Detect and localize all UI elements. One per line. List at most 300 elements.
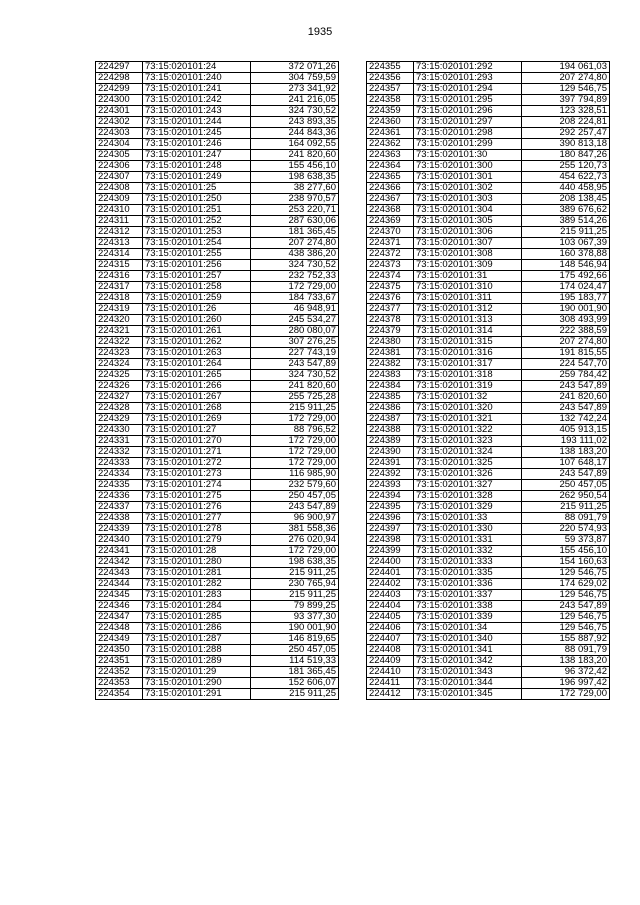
table-row bbox=[96, 480, 339, 491]
table-row bbox=[367, 590, 610, 601]
cadastral-value: 155 456,10 bbox=[522, 546, 610, 557]
cadastral-value: 250 457,05 bbox=[251, 491, 339, 502]
table-row bbox=[96, 161, 339, 172]
cadastral-value: 255 725,28 bbox=[251, 392, 339, 403]
row-number: 224344 bbox=[96, 579, 143, 590]
cadastral-number: 73:15:020101:261 bbox=[143, 326, 251, 337]
row-number: 224367 bbox=[367, 194, 414, 205]
table-row bbox=[96, 194, 339, 205]
cadastral-value: 232 579,60 bbox=[251, 480, 339, 491]
table-row bbox=[96, 260, 339, 271]
cadastral-number: 73:15:020101:294 bbox=[414, 84, 522, 95]
table-row bbox=[96, 546, 339, 557]
row-number: 224332 bbox=[96, 447, 143, 458]
cadastral-number: 73:15:020101:324 bbox=[414, 447, 522, 458]
table-row bbox=[367, 524, 610, 535]
cadastral-value: 243 547,89 bbox=[522, 403, 610, 414]
row-number: 224395 bbox=[367, 502, 414, 513]
cadastral-value: 238 970,57 bbox=[251, 194, 339, 205]
cadastral-value: 129 546,75 bbox=[522, 84, 610, 95]
row-number: 224357 bbox=[367, 84, 414, 95]
cadastral-value: 116 985,90 bbox=[251, 469, 339, 480]
table-row bbox=[367, 469, 610, 480]
table-row bbox=[96, 524, 339, 535]
table-row bbox=[96, 216, 339, 227]
row-number: 224368 bbox=[367, 205, 414, 216]
cadastral-value: 222 388,59 bbox=[522, 326, 610, 337]
row-number: 224315 bbox=[96, 260, 143, 271]
cadastral-number: 73:15:020101:344 bbox=[414, 678, 522, 689]
table-row bbox=[96, 381, 339, 392]
table-row bbox=[96, 535, 339, 546]
row-number: 224409 bbox=[367, 656, 414, 667]
cadastral-value: 164 092,55 bbox=[251, 139, 339, 150]
table-row bbox=[96, 458, 339, 469]
cadastral-value: 287 630,06 bbox=[251, 216, 339, 227]
cadastral-value: 172 729,00 bbox=[251, 282, 339, 293]
table-row bbox=[96, 117, 339, 128]
table-row bbox=[96, 172, 339, 183]
cadastral-value: 243 547,89 bbox=[522, 381, 610, 392]
cadastral-value: 224 547,70 bbox=[522, 359, 610, 370]
row-number: 224300 bbox=[96, 95, 143, 106]
row-number: 224327 bbox=[96, 392, 143, 403]
row-number: 224309 bbox=[96, 194, 143, 205]
table-row bbox=[367, 227, 610, 238]
cadastral-number: 73:15:020101:332 bbox=[414, 546, 522, 557]
row-number: 224387 bbox=[367, 414, 414, 425]
table-row bbox=[367, 315, 610, 326]
cadastral-number: 73:15:020101:320 bbox=[414, 403, 522, 414]
table-row bbox=[96, 414, 339, 425]
cadastral-number: 73:15:020101:282 bbox=[143, 579, 251, 590]
cadastral-number: 73:15:020101:341 bbox=[414, 645, 522, 656]
row-number: 224348 bbox=[96, 623, 143, 634]
cadastral-value: 123 328,51 bbox=[522, 106, 610, 117]
table-row bbox=[96, 645, 339, 656]
cadastral-number: 73:15:020101:268 bbox=[143, 403, 251, 414]
row-number: 224404 bbox=[367, 601, 414, 612]
table-row bbox=[96, 238, 339, 249]
cadastral-value: 195 183,77 bbox=[522, 293, 610, 304]
cadastral-value: 397 794,89 bbox=[522, 95, 610, 106]
cadastral-value: 96 372,42 bbox=[522, 667, 610, 678]
row-number: 224369 bbox=[367, 216, 414, 227]
cadastral-value: 190 001,90 bbox=[522, 304, 610, 315]
cadastral-number: 73:15:020101:279 bbox=[143, 535, 251, 546]
row-number: 224400 bbox=[367, 557, 414, 568]
cadastral-number: 73:15:020101:271 bbox=[143, 447, 251, 458]
row-number: 224391 bbox=[367, 458, 414, 469]
cadastral-number: 73:15:020101:331 bbox=[414, 535, 522, 546]
cadastral-value: 308 493,99 bbox=[522, 315, 610, 326]
cadastral-number: 73:15:020101:289 bbox=[143, 656, 251, 667]
row-number: 224305 bbox=[96, 150, 143, 161]
row-number: 224405 bbox=[367, 612, 414, 623]
table-row bbox=[367, 139, 610, 150]
cadastral-number: 73:15:020101:306 bbox=[414, 227, 522, 238]
cadastral-value: 230 765,94 bbox=[251, 579, 339, 590]
table-row bbox=[96, 205, 339, 216]
row-number: 224373 bbox=[367, 260, 414, 271]
row-number: 224392 bbox=[367, 469, 414, 480]
row-number: 224377 bbox=[367, 304, 414, 315]
table-row bbox=[96, 425, 339, 436]
cadastral-value: 172 729,00 bbox=[251, 458, 339, 469]
cadastral-value: 107 648,17 bbox=[522, 458, 610, 469]
row-number: 224346 bbox=[96, 601, 143, 612]
cadastral-value: 208 224,81 bbox=[522, 117, 610, 128]
cadastral-number: 73:15:020101:285 bbox=[143, 612, 251, 623]
cadastral-number: 73:15:020101:291 bbox=[143, 689, 251, 700]
table-row bbox=[367, 106, 610, 117]
cadastral-number: 73:15:020101:314 bbox=[414, 326, 522, 337]
cadastral-number: 73:15:020101:280 bbox=[143, 557, 251, 568]
cadastral-number: 73:15:020101:339 bbox=[414, 612, 522, 623]
row-number: 224306 bbox=[96, 161, 143, 172]
cadastral-number: 73:15:020101:325 bbox=[414, 458, 522, 469]
table-row bbox=[367, 348, 610, 359]
table-row bbox=[367, 150, 610, 161]
table-row bbox=[367, 194, 610, 205]
table-row bbox=[367, 458, 610, 469]
cadastral-value: 129 546,75 bbox=[522, 568, 610, 579]
cadastral-value: 244 843,36 bbox=[251, 128, 339, 139]
cadastral-number: 73:15:020101:321 bbox=[414, 414, 522, 425]
row-number: 224322 bbox=[96, 337, 143, 348]
cadastral-number: 73:15:020101:308 bbox=[414, 249, 522, 260]
table-row bbox=[367, 359, 610, 370]
table-row bbox=[367, 73, 610, 84]
cadastral-number: 73:15:020101:288 bbox=[143, 645, 251, 656]
cadastral-value: 193 111,02 bbox=[522, 436, 610, 447]
table-row bbox=[367, 326, 610, 337]
row-number: 224398 bbox=[367, 535, 414, 546]
row-number: 224321 bbox=[96, 326, 143, 337]
cadastral-number: 73:15:020101:31 bbox=[414, 271, 522, 282]
table-row bbox=[96, 227, 339, 238]
cadastral-value: 181 365,45 bbox=[251, 227, 339, 238]
table-row bbox=[96, 249, 339, 260]
cadastral-value: 243 547,89 bbox=[251, 502, 339, 513]
table-row bbox=[96, 128, 339, 139]
table-row bbox=[96, 62, 339, 73]
row-number: 224378 bbox=[367, 315, 414, 326]
cadastral-number: 73:15:020101:312 bbox=[414, 304, 522, 315]
cadastral-value: 241 820,60 bbox=[251, 150, 339, 161]
cadastral-number: 73:15:020101:298 bbox=[414, 128, 522, 139]
table-row bbox=[96, 656, 339, 667]
row-number: 224411 bbox=[367, 678, 414, 689]
cadastral-number: 73:15:020101:338 bbox=[414, 601, 522, 612]
cadastral-number: 73:15:020101:292 bbox=[414, 62, 522, 73]
table-row bbox=[96, 612, 339, 623]
cadastral-value: 454 622,73 bbox=[522, 172, 610, 183]
cadastral-number: 73:15:020101:263 bbox=[143, 348, 251, 359]
cadastral-number: 73:15:020101:243 bbox=[143, 106, 251, 117]
cadastral-value: 138 183,20 bbox=[522, 447, 610, 458]
cadastral-number: 73:15:020101:330 bbox=[414, 524, 522, 535]
table-row bbox=[96, 282, 339, 293]
row-number: 224399 bbox=[367, 546, 414, 557]
row-number: 224339 bbox=[96, 524, 143, 535]
cadastral-value: 88 091,79 bbox=[522, 645, 610, 656]
table-row bbox=[96, 436, 339, 447]
table-row bbox=[96, 183, 339, 194]
table-row bbox=[367, 370, 610, 381]
cadastral-value: 324 730,52 bbox=[251, 370, 339, 381]
cadastral-number: 73:15:020101:342 bbox=[414, 656, 522, 667]
cadastral-value: 372 071,26 bbox=[251, 62, 339, 73]
row-number: 224382 bbox=[367, 359, 414, 370]
table-row bbox=[367, 502, 610, 513]
table-row bbox=[96, 150, 339, 161]
row-number: 224406 bbox=[367, 623, 414, 634]
cadastral-number: 73:15:020101:299 bbox=[414, 139, 522, 150]
cadastral-number: 73:15:020101:304 bbox=[414, 205, 522, 216]
cadastral-value: 196 997,42 bbox=[522, 678, 610, 689]
table-row bbox=[96, 293, 339, 304]
cadastral-value: 307 276,25 bbox=[251, 337, 339, 348]
cadastral-number: 73:15:020101:276 bbox=[143, 502, 251, 513]
cadastral-number: 73:15:020101:265 bbox=[143, 370, 251, 381]
row-number: 224336 bbox=[96, 491, 143, 502]
cadastral-number: 73:15:020101:273 bbox=[143, 469, 251, 480]
cadastral-number: 73:15:020101:333 bbox=[414, 557, 522, 568]
cadastral-value: 273 341,92 bbox=[251, 84, 339, 95]
cadastral-value: 241 216,05 bbox=[251, 95, 339, 106]
table-row bbox=[96, 392, 339, 403]
table-row bbox=[367, 381, 610, 392]
cadastral-value: 198 638,35 bbox=[251, 172, 339, 183]
cadastral-value: 172 729,00 bbox=[251, 436, 339, 447]
row-number: 224345 bbox=[96, 590, 143, 601]
cadastral-number: 73:15:020101:30 bbox=[414, 150, 522, 161]
table-row bbox=[96, 491, 339, 502]
row-number: 224359 bbox=[367, 106, 414, 117]
row-number: 224303 bbox=[96, 128, 143, 139]
row-number: 224412 bbox=[367, 689, 414, 700]
cadastral-value: 155 456,10 bbox=[251, 161, 339, 172]
cadastral-number: 73:15:020101:277 bbox=[143, 513, 251, 524]
row-number: 224393 bbox=[367, 480, 414, 491]
row-number: 224349 bbox=[96, 634, 143, 645]
cadastral-value: 220 574,93 bbox=[522, 524, 610, 535]
cadastral-number: 73:15:020101:302 bbox=[414, 183, 522, 194]
cadastral-number: 73:15:020101:286 bbox=[143, 623, 251, 634]
cadastral-number: 73:15:020101:256 bbox=[143, 260, 251, 271]
cadastral-number: 73:15:020101:345 bbox=[414, 689, 522, 700]
cadastral-number: 73:15:020101:244 bbox=[143, 117, 251, 128]
cadastral-number: 73:15:020101:28 bbox=[143, 546, 251, 557]
cadastral-number: 73:15:020101:262 bbox=[143, 337, 251, 348]
row-number: 224335 bbox=[96, 480, 143, 491]
cadastral-value: 245 534,27 bbox=[251, 315, 339, 326]
cadastral-value: 207 274,80 bbox=[522, 73, 610, 84]
cadastral-number: 73:15:020101:327 bbox=[414, 480, 522, 491]
cadastral-number: 73:15:020101:310 bbox=[414, 282, 522, 293]
cadastral-number: 73:15:020101:328 bbox=[414, 491, 522, 502]
cadastral-number: 73:15:020101:326 bbox=[414, 469, 522, 480]
row-number: 224298 bbox=[96, 73, 143, 84]
row-number: 224341 bbox=[96, 546, 143, 557]
row-number: 224408 bbox=[367, 645, 414, 656]
table-row bbox=[367, 491, 610, 502]
table-row bbox=[367, 161, 610, 172]
table-row bbox=[96, 667, 339, 678]
table-row bbox=[367, 645, 610, 656]
cadastral-value: 148 546,94 bbox=[522, 260, 610, 271]
cadastral-value: 207 274,80 bbox=[522, 337, 610, 348]
cadastral-value: 129 546,75 bbox=[522, 623, 610, 634]
cadastral-value: 324 730,52 bbox=[251, 106, 339, 117]
table-row bbox=[367, 689, 610, 700]
table-row bbox=[367, 117, 610, 128]
row-number: 224334 bbox=[96, 469, 143, 480]
cadastral-number: 73:15:020101:274 bbox=[143, 480, 251, 491]
row-number: 224351 bbox=[96, 656, 143, 667]
row-number: 224347 bbox=[96, 612, 143, 623]
row-number: 224297 bbox=[96, 62, 143, 73]
cadastral-value: 103 067,39 bbox=[522, 238, 610, 249]
cadastral-number: 73:15:020101:287 bbox=[143, 634, 251, 645]
cadastral-number: 73:15:020101:281 bbox=[143, 568, 251, 579]
row-number: 224390 bbox=[367, 447, 414, 458]
cadastral-number: 73:15:020101:284 bbox=[143, 601, 251, 612]
cadastral-value: 207 274,80 bbox=[251, 238, 339, 249]
row-number: 224318 bbox=[96, 293, 143, 304]
row-number: 224308 bbox=[96, 183, 143, 194]
cadastral-value: 129 546,75 bbox=[522, 612, 610, 623]
row-number: 224304 bbox=[96, 139, 143, 150]
row-number: 224401 bbox=[367, 568, 414, 579]
cadastral-value: 232 752,33 bbox=[251, 271, 339, 282]
row-number: 224361 bbox=[367, 128, 414, 139]
table-row bbox=[367, 216, 610, 227]
table-row bbox=[367, 293, 610, 304]
row-number: 224299 bbox=[96, 84, 143, 95]
cadastral-value: 146 819,65 bbox=[251, 634, 339, 645]
cadastral-number: 73:15:020101:272 bbox=[143, 458, 251, 469]
cadastral-number: 73:15:020101:335 bbox=[414, 568, 522, 579]
cadastral-number: 73:15:020101:278 bbox=[143, 524, 251, 535]
cadastral-value: 215 911,25 bbox=[251, 689, 339, 700]
table-row bbox=[367, 634, 610, 645]
row-number: 224354 bbox=[96, 689, 143, 700]
cadastral-value: 152 606,07 bbox=[251, 678, 339, 689]
table-row bbox=[96, 315, 339, 326]
table-row bbox=[367, 535, 610, 546]
row-number: 224355 bbox=[367, 62, 414, 73]
cadastral-number: 73:15:020101:26 bbox=[143, 304, 251, 315]
row-number: 224376 bbox=[367, 293, 414, 304]
cadastral-number: 73:15:020101:337 bbox=[414, 590, 522, 601]
row-number: 224366 bbox=[367, 183, 414, 194]
table-row bbox=[367, 260, 610, 271]
cadastral-number: 73:15:020101:260 bbox=[143, 315, 251, 326]
table-row bbox=[367, 667, 610, 678]
cadastral-number: 73:15:020101:283 bbox=[143, 590, 251, 601]
cadastral-value: 304 759,59 bbox=[251, 73, 339, 84]
row-number: 224403 bbox=[367, 590, 414, 601]
row-number: 224394 bbox=[367, 491, 414, 502]
table-row bbox=[96, 348, 339, 359]
cadastral-number: 73:15:020101:293 bbox=[414, 73, 522, 84]
cadastral-number: 73:15:020101:311 bbox=[414, 293, 522, 304]
cadastral-value: 184 733,67 bbox=[251, 293, 339, 304]
cadastral-value: 160 378,88 bbox=[522, 249, 610, 260]
table-row bbox=[367, 612, 610, 623]
cadastral-number: 73:15:020101:32 bbox=[414, 392, 522, 403]
cadastral-value: 259 784,42 bbox=[522, 370, 610, 381]
row-number: 224386 bbox=[367, 403, 414, 414]
cadastral-value: 93 377,30 bbox=[251, 612, 339, 623]
table-row bbox=[367, 95, 610, 106]
cadastral-number: 73:15:020101:264 bbox=[143, 359, 251, 370]
cadastral-value: 389 514,26 bbox=[522, 216, 610, 227]
row-number: 224301 bbox=[96, 106, 143, 117]
cadastral-value: 46 948,91 bbox=[251, 304, 339, 315]
cadastral-number: 73:15:020101:266 bbox=[143, 381, 251, 392]
table-row bbox=[96, 557, 339, 568]
table-row bbox=[96, 84, 339, 95]
table-row bbox=[367, 436, 610, 447]
cadastral-number: 73:15:020101:267 bbox=[143, 392, 251, 403]
cadastral-value: 174 629,02 bbox=[522, 579, 610, 590]
table-row bbox=[96, 579, 339, 590]
row-number: 224375 bbox=[367, 282, 414, 293]
cadastral-number: 73:15:020101:275 bbox=[143, 491, 251, 502]
table-row bbox=[96, 513, 339, 524]
cadastral-number: 73:15:020101:253 bbox=[143, 227, 251, 238]
cadastral-value: 174 024,47 bbox=[522, 282, 610, 293]
row-number: 224326 bbox=[96, 381, 143, 392]
row-number: 224360 bbox=[367, 117, 414, 128]
cadastral-number: 73:15:020101:254 bbox=[143, 238, 251, 249]
table-row bbox=[96, 139, 339, 150]
cadastral-value: 276 020,94 bbox=[251, 535, 339, 546]
cadastral-value: 405 913,15 bbox=[522, 425, 610, 436]
row-number: 224331 bbox=[96, 436, 143, 447]
cadastral-value: 88 091,79 bbox=[522, 513, 610, 524]
cadastral-value: 129 546,75 bbox=[522, 590, 610, 601]
table-row bbox=[367, 425, 610, 436]
table-row bbox=[96, 447, 339, 458]
cadastral-value: 227 743,19 bbox=[251, 348, 339, 359]
table-row bbox=[96, 337, 339, 348]
cadastral-number: 73:15:020101:241 bbox=[143, 84, 251, 95]
cadastral-number: 73:15:020101:343 bbox=[414, 667, 522, 678]
cadastral-value: 114 519,33 bbox=[251, 656, 339, 667]
cadastral-number: 73:15:020101:255 bbox=[143, 249, 251, 260]
cadastral-value: 215 911,25 bbox=[522, 502, 610, 513]
table-row bbox=[367, 480, 610, 491]
table-row bbox=[367, 414, 610, 425]
cadastral-value: 215 911,25 bbox=[251, 403, 339, 414]
table-row bbox=[367, 392, 610, 403]
cadastral-number: 73:15:020101:251 bbox=[143, 205, 251, 216]
cadastral-number: 73:15:020101:25 bbox=[143, 183, 251, 194]
row-number: 224352 bbox=[96, 667, 143, 678]
row-number: 224358 bbox=[367, 95, 414, 106]
table-row bbox=[367, 128, 610, 139]
row-number: 224333 bbox=[96, 458, 143, 469]
cadastral-value: 180 847,26 bbox=[522, 150, 610, 161]
cadastral-number: 73:15:020101:29 bbox=[143, 667, 251, 678]
cadastral-number: 73:15:020101:290 bbox=[143, 678, 251, 689]
row-number: 224371 bbox=[367, 238, 414, 249]
cadastral-value: 215 911,25 bbox=[522, 227, 610, 238]
